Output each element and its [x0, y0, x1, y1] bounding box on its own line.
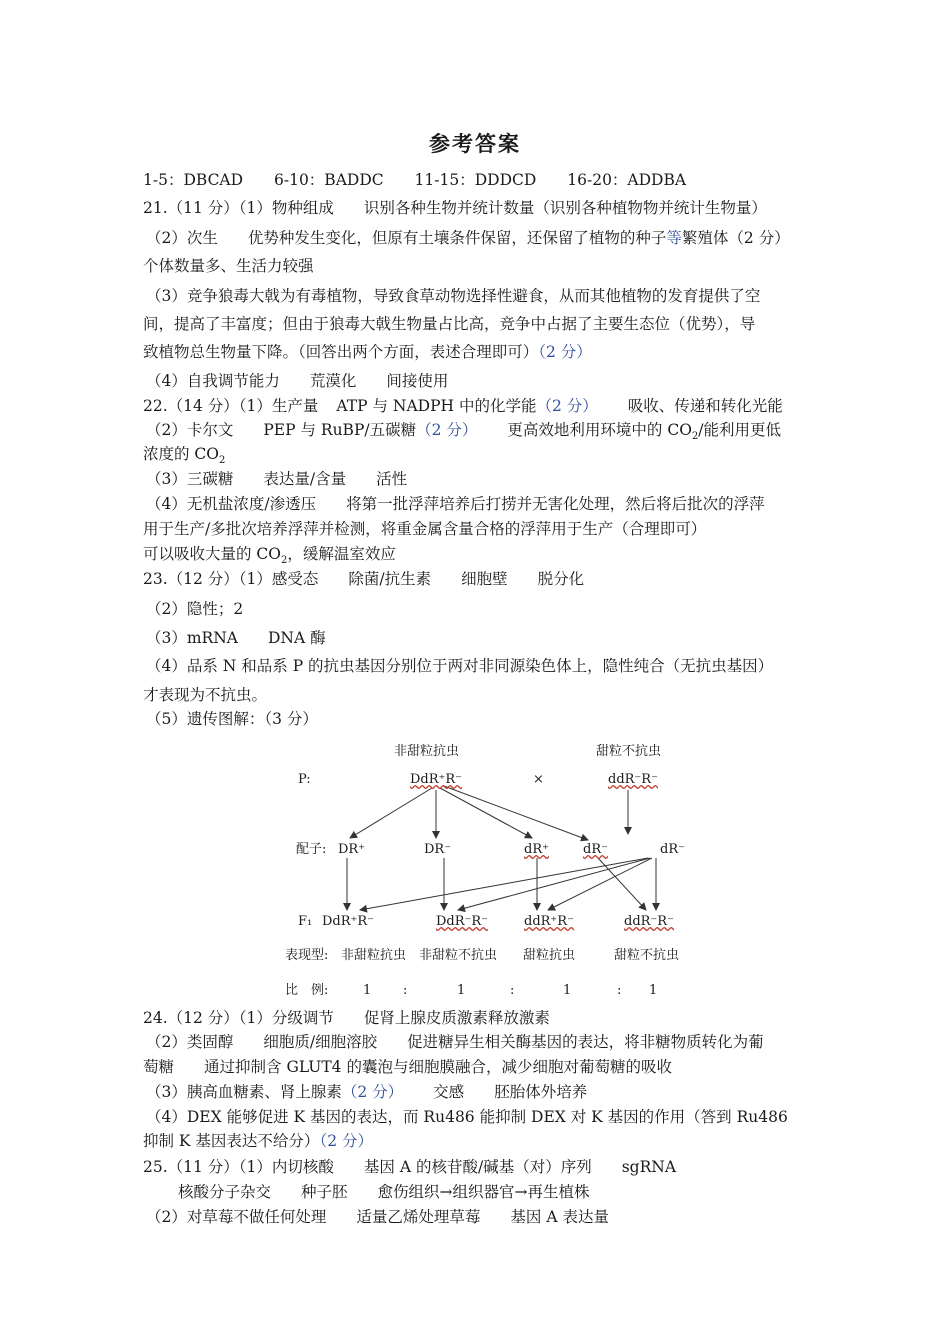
- q25-part2-b: 适量乙烯处理草莓: [356, 1208, 481, 1226]
- q21-line1: [143, 198, 767, 218]
- q24-line3: [143, 1057, 672, 1077]
- q25-part1-d: 核酸分子杂交: [178, 1183, 272, 1201]
- arrow-p1-g1: [350, 788, 432, 838]
- ratio-sep-3: :: [617, 983, 622, 998]
- arrow-p1-g3: [440, 788, 532, 838]
- q25-line3: [146, 1207, 609, 1227]
- q22-line3: [143, 444, 225, 471]
- q21-part1-answer2: 识别各种生物并统计数量（识别各种植物物并统计生物量）: [363, 199, 767, 217]
- f1-genotype-1: DdR⁺R⁻: [322, 914, 375, 929]
- q23-line4: （4）品系 N 和品系 P 的抗虫基因分别位于两对非同源染色体上，隐性纯合（无抗虫基因）: [146, 657, 774, 675]
- q22-part2-c: 更高效地利用环境中的 CO: [507, 421, 692, 439]
- gamete-3: dR⁺: [524, 842, 549, 857]
- q22-part2-a: （2）卡尔文: [146, 421, 234, 439]
- q23-line6: （5）遗传图解：（3 分）: [146, 710, 318, 728]
- f1-label: F₁: [298, 914, 313, 929]
- q23-part1-c: 细胞壁: [461, 570, 508, 588]
- mc-group-4: 16-20：ADDBA: [567, 171, 687, 189]
- q22-line2: [146, 420, 781, 447]
- q21-line7: [146, 371, 448, 391]
- q25-part1-c: sgRNA: [621, 1158, 677, 1176]
- phenotype-4: 甜粒不抗虫: [614, 948, 680, 963]
- q24-part3-b: 交感: [433, 1083, 465, 1101]
- gamete-label: 配子:: [296, 842, 327, 857]
- ratio-1: 1: [363, 983, 372, 998]
- q21-part4-a: （4）自我调节能力: [146, 372, 280, 390]
- ratio-2: 1: [457, 983, 466, 998]
- arrow-f1-5: [360, 858, 648, 910]
- q23-line5: 才表现为不抗虫。: [143, 686, 268, 704]
- q22-part1-b: ATP 与 NADPH 中的化学能: [336, 397, 537, 415]
- parent1-genotype: DdR⁺R⁻: [410, 772, 463, 787]
- q24-part3-c: 胚胎体外培养: [494, 1083, 588, 1101]
- q24-line1: [143, 1008, 550, 1028]
- q21-part2-answer: （2）次生: [146, 229, 218, 247]
- phenotype-3: 甜粒抗虫: [523, 948, 576, 963]
- mc-answers: [143, 170, 686, 190]
- q21-line5: 间，提高了丰富度；但由于狼毒大戟生物量占比高，竞争中占据了主要生态位（优势），导: [143, 315, 756, 333]
- q25-part2-c: 基因 A 表达量: [510, 1208, 609, 1226]
- q25-line1: [143, 1157, 676, 1177]
- q23-line2: （2）隐性；2: [146, 600, 244, 618]
- q24-part1-b: 促肾上腺皮质激素释放激素: [363, 1009, 550, 1027]
- f1-genotype-4: ddR⁻R⁻: [624, 914, 674, 929]
- q24-part2-b: 细胞质/细胞溶胶: [263, 1033, 378, 1051]
- q22-line1: [143, 396, 783, 416]
- q23-line1: [143, 569, 584, 589]
- f1-genotype-3: ddR⁺R⁻: [524, 914, 574, 929]
- q21-line2: [146, 228, 790, 248]
- q22-part3-b: 表达量/含量: [263, 470, 347, 488]
- cross-sign: ×: [533, 772, 544, 787]
- mc-group-3: 11-15：DDDCD: [414, 171, 537, 189]
- q22-part4-a: （4）无机盐浓度/渗透压: [146, 495, 317, 513]
- q24-part2-c: 促进糖异生相关酶基因的表达，将非糖物质转化为葡: [407, 1033, 764, 1051]
- q24-part2-a: （2）类固醇: [146, 1033, 234, 1051]
- q24-part4-score: （2 分）: [319, 1132, 373, 1150]
- q24-line2: [146, 1032, 764, 1052]
- gamete-1: DR⁺: [338, 842, 366, 857]
- q22-part3-a: （3）三碳糖: [146, 470, 234, 488]
- q22-part2-b: PEP 与 RuBP/五碳糖: [263, 421, 417, 439]
- arrow-f1-7: [548, 858, 652, 910]
- q22-part4-b: 将第一批浮萍培养后打捞并无害化处理，然后将后批次的浮萍: [346, 495, 765, 513]
- q23-part3-a: （3）mRNA: [146, 629, 238, 647]
- q22-part1-score: （2 分）: [536, 397, 598, 415]
- arrow-f1-6: [458, 858, 650, 910]
- q22-line4: [146, 469, 407, 489]
- q23-line3: [146, 628, 326, 648]
- q25-part1-a: 25.（11 分）（1）内切核酸: [143, 1158, 334, 1176]
- q21-part3-end: 致植物总生物量下降。（回答出两个方面，表述合理即可）: [143, 343, 539, 361]
- q22-part2-e: 浓度的 CO: [143, 445, 219, 463]
- q22-co2-sub3: 2: [281, 555, 288, 567]
- q22-line5: [146, 494, 765, 514]
- q21-part4-c: 间接使用: [386, 372, 449, 390]
- gamete-4: dR⁻: [583, 842, 608, 857]
- gamete-2: DR⁻: [424, 842, 452, 857]
- q22-part4-d: ，缓解温室效应: [287, 545, 396, 563]
- ratio-sep-1: :: [403, 983, 408, 998]
- q22-part4-c: 可以吸收大量的 CO: [143, 545, 281, 563]
- q24-part4-b: 抑制 K 基因表达不给分）: [143, 1132, 320, 1150]
- q25-part2-a: （2）对草莓不做任何处理: [146, 1208, 327, 1226]
- q22-part2-score: （2 分）: [416, 421, 478, 439]
- q22-part3-c: 活性: [376, 470, 408, 488]
- ratio-sep-2: :: [510, 983, 515, 998]
- phenotype-2: 非甜粒不抗虫: [419, 948, 498, 963]
- q24-line6: [143, 1131, 373, 1151]
- q25-line2: [178, 1182, 590, 1202]
- q21-line6: [143, 342, 592, 362]
- q25-part1-b: 基因 A 的核苷酸/碱基（对）序列: [363, 1158, 592, 1176]
- q25-part1-e: 种子胚: [301, 1183, 348, 1201]
- mc-group-2: 6-10：BADDC: [273, 171, 384, 189]
- q21-part2-answer4: 繁殖体（2 分）: [681, 229, 790, 247]
- q24-line4: [146, 1082, 587, 1102]
- gamete-5: dR⁻: [660, 842, 685, 857]
- q24-part1-a: 24.（12 分）（1）分级调节: [143, 1009, 334, 1027]
- q25-part1-f: 愈伤组织→组织器官→再生植株: [377, 1183, 590, 1201]
- ratio-label: 比 例:: [285, 983, 329, 998]
- phenotype-label: 表现型:: [285, 948, 329, 963]
- q24-line5: （4）DEX 能够促进 K 基因的表达，而 Ru486 能抑制 DEX 对 K 基因的作用（答到 Ru486: [146, 1108, 788, 1126]
- q24-part3-score: （2 分）: [341, 1083, 404, 1101]
- ratio-4: 1: [649, 983, 658, 998]
- q22-part2-d: /能利用更低: [698, 421, 782, 439]
- page-title: 参考答案: [429, 131, 521, 156]
- q24-part2-d: 萄糖: [143, 1058, 175, 1076]
- parent2-phenotype: 甜粒不抗虫: [596, 744, 662, 759]
- q22-line6: 用于生产/多批次培养浮萍并检测，将重金属含量合格的浮萍用于生产（合理即可）: [143, 520, 707, 538]
- q24-part3-a: （3）胰高血糖素、肾上腺素: [146, 1083, 342, 1101]
- arrow-f1-4: [598, 858, 646, 910]
- mc-group-1: 1-5：DBCAD: [143, 171, 244, 189]
- q22-co2-sub: 2: [691, 431, 699, 443]
- q23-part1-b: 除菌/抗生素: [348, 570, 432, 588]
- q23-part3-b: DNA 酶: [268, 629, 326, 647]
- q22-co2-sub2: 2: [219, 455, 226, 467]
- arrow-p1-g4: [444, 786, 588, 840]
- q21-part2-answer2: 优势种发生变化，但原有土壤条件保留，还保留了植物的种子: [247, 229, 667, 247]
- q21-part3-score: （2 分）: [538, 343, 592, 361]
- q22-part1-c: 吸收、传递和转化光能: [627, 397, 783, 415]
- p-label: P:: [298, 772, 311, 787]
- q21-part1-answer: 21.（11 分）（1）物种组成: [143, 199, 334, 217]
- parent2-genotype: ddR⁻R⁻: [608, 772, 658, 787]
- q22-line7: [143, 544, 396, 571]
- q23-part1-d: 脱分化: [537, 570, 585, 588]
- parent1-phenotype: 非甜粒抗虫: [394, 744, 460, 759]
- f1-genotype-2: DdR⁻R⁻: [436, 914, 489, 929]
- q23-part1-a: 23.（12 分）（1）感受态: [143, 570, 319, 588]
- q21-line3: 个体数量多、生活力较强: [143, 257, 314, 275]
- phenotype-1: 非甜粒抗虫: [341, 948, 407, 963]
- q24-part2-e: 通过抑制含 GLUT4 的囊泡与细胞膜融合，减少细胞对葡萄糖的吸收: [204, 1058, 672, 1076]
- q21-line4: （3）竞争狼毒大戟为有毒植物，导致食草动物选择性避食，从而其他植物的发育提供了空: [146, 287, 761, 305]
- ratio-3: 1: [563, 983, 572, 998]
- q21-part2-answer3: 等: [666, 229, 682, 247]
- q22-part1-a: 22.（14 分）（1）生产量: [143, 397, 319, 415]
- q21-part4-b: 荒漠化: [309, 372, 357, 390]
